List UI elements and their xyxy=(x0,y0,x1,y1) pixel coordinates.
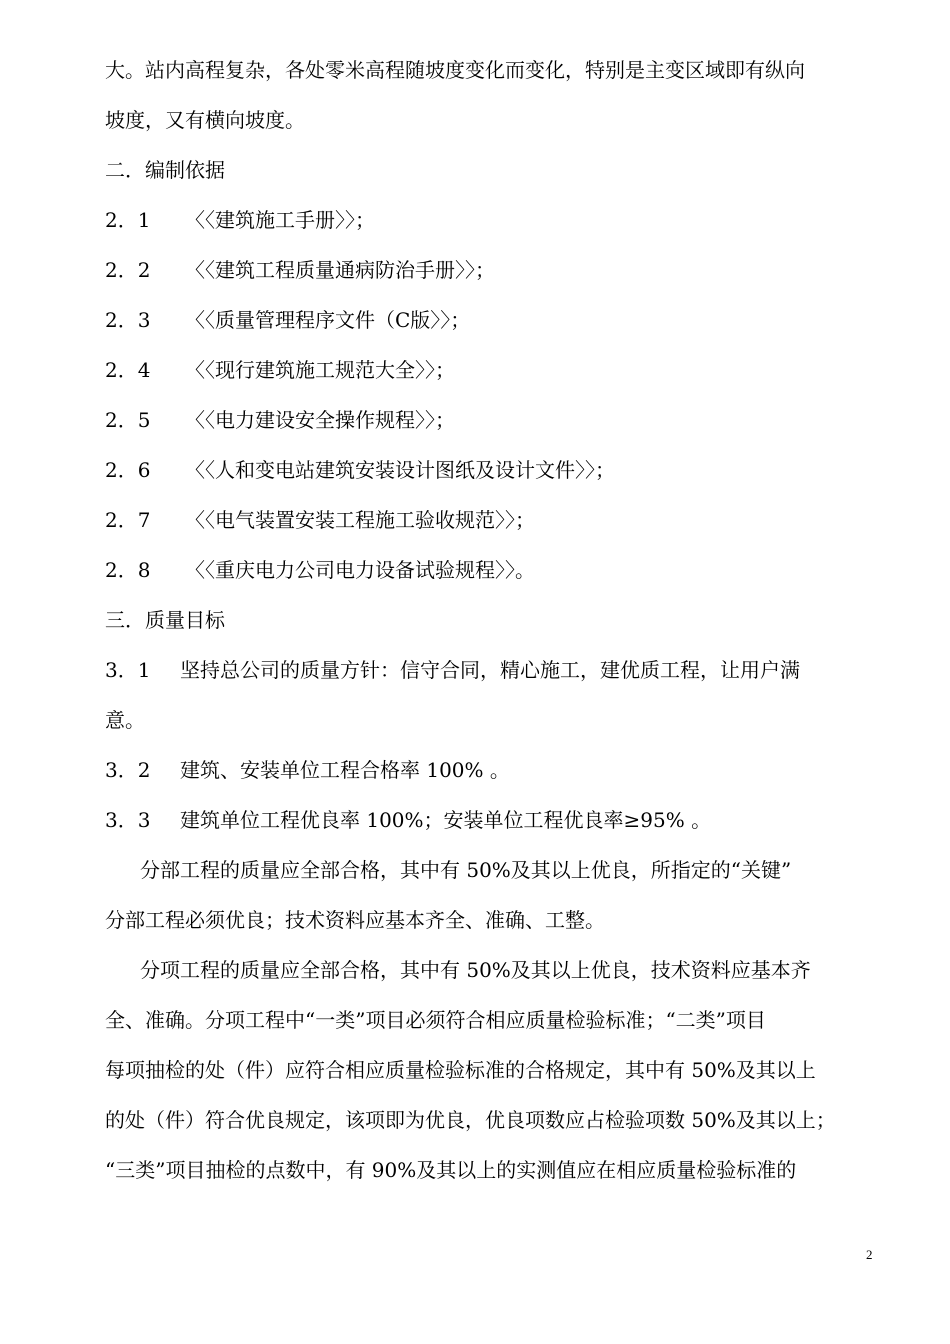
reference-item xyxy=(105,307,880,333)
reference-number: 2．4 xyxy=(105,358,151,382)
section-heading: 二．编制依据 xyxy=(105,158,225,182)
paragraph-line: 坡度，又有横向坡度。 xyxy=(105,108,305,132)
goal-text: 建筑单位工程优良率 100%；安装单位工程优良率≥95% 。 xyxy=(180,808,712,832)
goal-item xyxy=(105,657,880,683)
reference-text: 〈〈质量管理程序文件（C版〉〉； xyxy=(185,308,471,332)
reference-number: 2．6 xyxy=(105,458,151,482)
reference-number: 2．7 xyxy=(105,508,151,532)
reference-text: 〈〈电力建设安全操作规程〉〉； xyxy=(185,408,455,432)
paragraph-line: 大。站内高程复杂，各处零米高程随坡度变化而变化，特别是主变区域即有纵向 xyxy=(105,58,805,82)
reference-item xyxy=(105,407,880,433)
reference-text: 〈〈重庆电力公司电力设备试验规程〉〉。 xyxy=(185,558,535,582)
section-heading: 三．质量目标 xyxy=(105,608,225,632)
reference-text: 〈〈建筑施工手册〉〉； xyxy=(185,208,375,232)
reference-item xyxy=(105,207,880,233)
reference-item xyxy=(105,357,880,383)
paragraph-line: 分部工程必须优良；技术资料应基本齐全、准确、工整。 xyxy=(105,908,605,932)
goal-number: 3．2 xyxy=(105,758,151,782)
reference-item xyxy=(105,257,880,283)
reference-number: 2．1 xyxy=(105,208,151,232)
paragraph-line: 分项工程的质量应全部合格，其中有 50%及其以上优良，技术资料应基本齐 xyxy=(140,958,811,982)
paragraph-line: 分部工程的质量应全部合格，其中有 50%及其以上优良，所指定的“关键” xyxy=(140,858,792,882)
reference-text: 〈〈电气装置安装工程施工验收规范〉〉； xyxy=(185,508,535,532)
goal-number: 3．1 xyxy=(105,658,151,682)
reference-number: 2．5 xyxy=(105,408,151,432)
reference-text: 〈〈建筑工程质量通病防治手册〉〉； xyxy=(185,258,495,282)
goal-text: 坚持总公司的质量方针：信守合同，精心施工，建优质工程，让用户满 xyxy=(180,658,800,682)
goal-continuation: 意。 xyxy=(105,708,145,732)
reference-item xyxy=(105,557,880,583)
reference-text: 〈〈现行建筑施工规范大全〉〉； xyxy=(185,358,455,382)
goal-text: 建筑、安装单位工程合格率 100% 。 xyxy=(180,758,510,782)
paragraph-line: 每项抽检的处（件）应符合相应质量检验标准的合格规定，其中有 50%及其以上 xyxy=(105,1058,816,1082)
goal-item xyxy=(105,807,880,833)
page-number: 2 xyxy=(866,1247,873,1262)
goal-number: 3．3 xyxy=(105,808,151,832)
reference-number: 2．8 xyxy=(105,558,151,582)
reference-text: 〈〈人和变电站建筑安装设计图纸及设计文件〉〉； xyxy=(185,458,615,482)
paragraph-line: “三类”项目抽检的点数中，有 90%及其以上的实测值应在相应质量检验标准的 xyxy=(105,1158,797,1182)
reference-number: 2．2 xyxy=(105,258,151,282)
reference-item xyxy=(105,457,880,483)
reference-item xyxy=(105,507,880,533)
reference-number: 2．3 xyxy=(105,308,151,332)
paragraph-line: 全、准确。分项工程中“一类”项目必须符合相应质量检验标准；“二类”项目 xyxy=(105,1008,766,1032)
paragraph-line: 的处（件）符合优良规定，该项即为优良，优良项数应占检验项数 50%及其以上； xyxy=(105,1108,836,1132)
goal-item xyxy=(105,757,880,783)
